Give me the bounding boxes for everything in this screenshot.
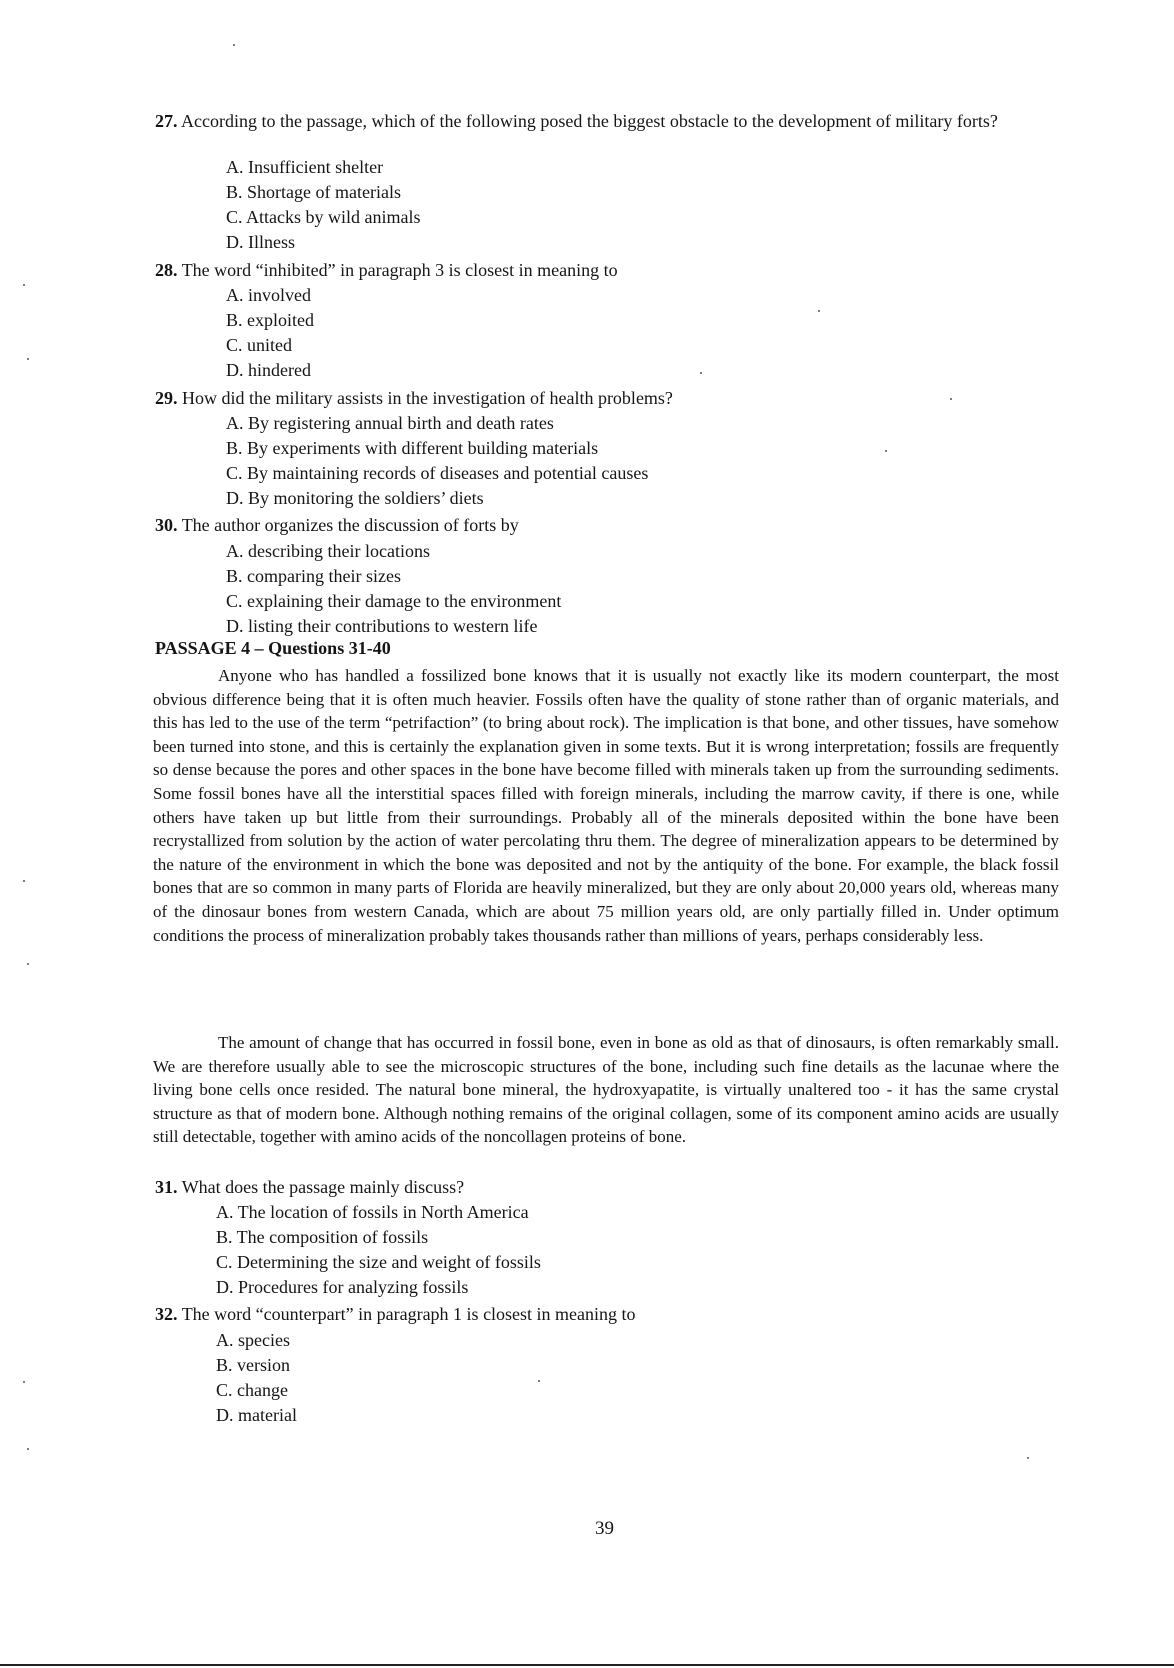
- scan-speck: [700, 372, 702, 374]
- question-28-option-b: B. exploited: [226, 310, 314, 330]
- scan-speck: [23, 284, 25, 286]
- question-28-option-a: A. involved: [226, 285, 311, 305]
- question-30-option-d: D. listing their contributions to western life: [226, 616, 538, 636]
- bottom-edge-rule: [0, 1664, 1174, 1666]
- question-27-option-b: B. Shortage of materials: [226, 182, 401, 202]
- question-32-option-d: D. material: [216, 1405, 297, 1425]
- question-28-stem: [155, 259, 618, 281]
- scan-speck: [950, 398, 952, 400]
- question-30-stem: [155, 514, 519, 536]
- question-30-option-a: A. describing their locations: [226, 541, 430, 561]
- question-29-option-b: B. By experiments with different building materials: [226, 438, 599, 458]
- question-31-option-b: B. The composition of fossils: [216, 1227, 429, 1247]
- question-27-option-c: C. Attacks by wild animals: [226, 207, 421, 227]
- question-number: 29.: [155, 388, 178, 408]
- question-27-stem: [155, 110, 1060, 132]
- scan-speck: [233, 44, 235, 46]
- question-number: 27.: [155, 111, 178, 131]
- question-32-option-a: A. species: [216, 1330, 290, 1350]
- question-27-option-d: D. Illness: [226, 232, 295, 252]
- question-number: 32.: [155, 1304, 178, 1324]
- scan-speck: [818, 310, 820, 312]
- question-29-stem: [155, 387, 673, 409]
- passage-paragraph-2: The amount of change that has occurred in fossil bone, even in bone as old as that of dinosaurs, is often remarkably small. We are therefore usually able to see the microscopic structures of the bone, including such fine details as the lacunae where the living bone cells once resided. The natural bone mineral, the hydroxyapatite, is virtually unaltered too - it has the same crystal structure as that of modern bone. Although nothing remains of the original collagen, some of its component amino acids are usually still detectable, together with amino acids of the noncollagen proteins of bone.: [153, 1033, 1059, 1147]
- scan-speck: [1027, 1457, 1029, 1459]
- question-30-option-b: B. comparing their sizes: [226, 566, 401, 586]
- question-32-option-c: C. change: [216, 1380, 288, 1400]
- page-number: 39: [595, 1518, 614, 1539]
- question-31-option-a: A. The location of fossils in North America: [216, 1202, 529, 1222]
- question-31-stem: [155, 1176, 464, 1198]
- question-27-option-a: A. Insufficient shelter: [226, 157, 384, 177]
- question-29-option-a: A. By registering annual birth and death rates: [226, 413, 554, 433]
- question-29-option-c: C. By maintaining records of diseases and potential causes: [226, 463, 649, 483]
- scan-speck: [27, 1448, 29, 1450]
- question-text: The word “counterpart” in paragraph 1 is closest in meaning to: [181, 1304, 636, 1324]
- question-29-option-d: D. By monitoring the soldiers’ diets: [226, 488, 484, 508]
- scan-speck: [27, 358, 29, 360]
- scan-speck: [23, 880, 25, 882]
- scan-speck: [538, 1380, 540, 1382]
- question-30-option-c: C. explaining their damage to the environment: [226, 591, 562, 611]
- question-28-option-d: D. hindered: [226, 360, 311, 380]
- question-number: 30.: [155, 515, 178, 535]
- question-28-option-c: C. united: [226, 335, 292, 355]
- question-31-option-d: D. Procedures for analyzing fossils: [216, 1277, 469, 1297]
- question-32-option-b: B. version: [216, 1355, 290, 1375]
- scan-speck: [27, 963, 29, 965]
- scan-speck: [885, 450, 887, 452]
- question-32-stem: [155, 1303, 636, 1325]
- question-text: What does the passage mainly discuss?: [181, 1177, 465, 1197]
- question-text: How did the military assists in the investigation of health problems?: [182, 388, 673, 408]
- passage-title: PASSAGE 4 – Questions 31-40: [155, 638, 391, 658]
- question-31-option-c: C. Determining the size and weight of fossils: [216, 1252, 541, 1272]
- passage-paragraph-1: Anyone who has handled a fossilized bone knows that it is usually not exactly like its modern counterpart, the most obvious difference being that it is often much heavier. Fossils often have the quality of stone rather than of organic materials, and this has led to the use of the term “petrifaction” (to bring about rock). The implication is that bone, and other tissues, have somehow been turned into stone, and this is certainly the explanation given in some texts. But it is wrong interpretation; fossils are frequently so dense because the pores and other spaces in the bone have become filled with minerals taken up from the surrounding sediments. Some fossil bones have all the interstitial spaces filled with foreign minerals, including the marrow cavity, if there is one, while others have taken up but little from their surroundings. Probably all of the minerals deposited within the bone have been recrystallized from solution by the action of water percolating thru them. The degree of mineralization appears to be determined by the nature of the environment in which the bone was deposited and not by the antiquity of the bone. For example, the black fossil bones that are so common in many parts of Florida are heavily mineralized, but they are only about 20,000 years old, whereas many of the dinosaur bones from western Canada, which are about 75 million years old, are only partially filled in. Under optimum conditions the process of mineralization probably takes thousands rather than millions of years, perhaps considerably less.: [153, 666, 1059, 945]
- scan-speck: [23, 1381, 25, 1383]
- question-text: The word “inhibited” in paragraph 3 is closest in meaning to: [181, 260, 618, 280]
- question-number: 31.: [155, 1177, 178, 1197]
- question-number: 28.: [155, 260, 178, 280]
- question-text: The author organizes the discussion of forts by: [181, 515, 519, 535]
- question-text: According to the passage, which of the following posed the biggest obstacle to the development of military forts?: [181, 111, 998, 131]
